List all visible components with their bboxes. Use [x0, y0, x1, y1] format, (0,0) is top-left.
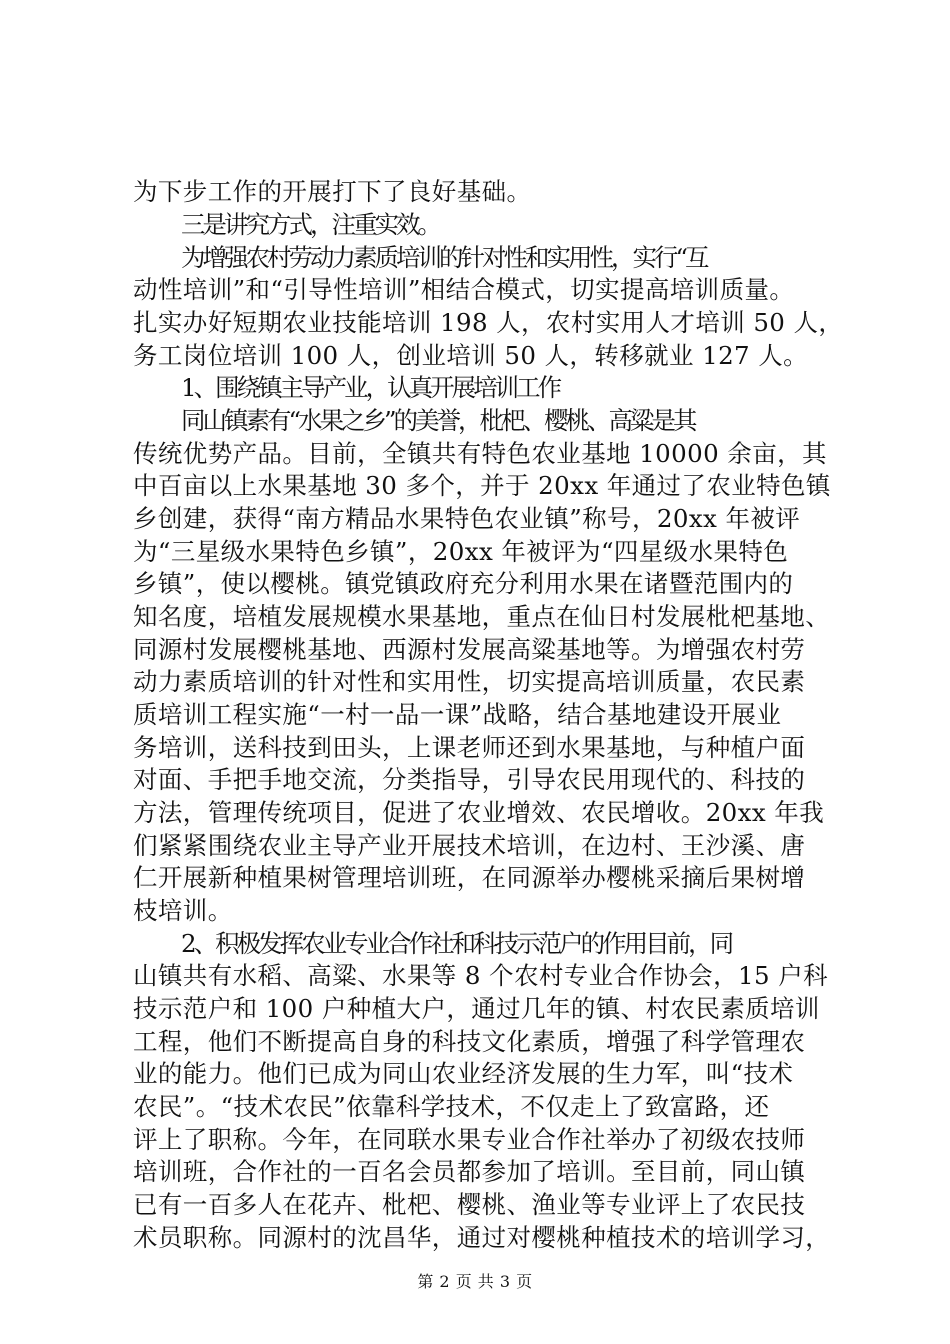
text-line: 2、积极发挥农业专业合作社和科技示范户的作用目前，同 — [181, 929, 732, 958]
text-line: 传统优势产品。目前，全镇共有特色农业基地 10000 余亩，其 — [133, 439, 827, 468]
text-line: 同山镇素有“水果之乡”的美誉，枇杷、樱桃、高粱是其 — [181, 406, 695, 435]
text-line: 术员职称。同源村的沈昌华，通过对樱桃种植技术的培训学习， — [133, 1223, 831, 1252]
text-line: 质培训工程实施“一村一品一课”战略，结合基地建设开展业 — [133, 700, 782, 729]
text-line: 仁开展新种植果树管理培训班，在同源举办樱桃采摘后果树增 — [133, 863, 806, 892]
text-line: 乡镇”，使以樱桃。镇党镇政府充分利用水果在诸暨范围内的 — [133, 569, 794, 598]
page-footer: 第 2 页 共 3 页 — [417, 1272, 533, 1291]
text-line: 知名度，培植发展规模水果基地，重点在仙日村发展枇杷基地、 — [133, 602, 831, 631]
text-line: 枝培训。 — [133, 896, 233, 925]
text-line: 务工岗位培训 100 人，创业培训 50 人，转移就业 127 人。 — [133, 341, 809, 370]
text-line: 动性培训”和“引导性培训”相结合模式，切实提高培训质量。 — [133, 275, 795, 304]
text-line: 为增强农村劳动力素质培训的针对性和实用性，实行“互 — [181, 243, 707, 272]
text-line: 同源村发展樱桃基地、西源村发展高粱基地等。为增强农村劳 — [133, 635, 806, 664]
text-line: 评上了职称。今年，在同联水果专业合作社举办了初级农技师 — [133, 1125, 806, 1154]
text-line: 乡创建，获得“南方精品水果特色农业镇”称号，20xx 年被评 — [133, 504, 801, 533]
text-line: 为“三星级水果特色乡镇”，20xx 年被评为“四星级水果特色 — [133, 537, 789, 566]
text-line: 1、围绕镇主导产业，认真开展培训工作 — [181, 373, 560, 402]
text-line: 动力素质培训的针对性和实用性，切实提高培训质量，农民素 — [133, 667, 806, 696]
text-line: 培训班，合作社的一百名会员都参加了培训。至目前，同山镇 — [133, 1157, 806, 1186]
text-line: 技示范户和 100 户种植大户，通过几年的镇、村农民素质培训 — [133, 994, 820, 1023]
text-line: 三是讲究方式，注重实效。 — [181, 210, 439, 239]
text-line: 扎实办好短期农业技能培训 198 人，农村实用人才培训 50 人， — [133, 308, 844, 337]
text-line: 业的能力。他们已成为同山农业经济发展的生力军，叫“技术 — [133, 1059, 794, 1088]
text-line: 方法，管理传统项目，促进了农业增效、农民增收。20xx 年我 — [133, 798, 825, 827]
text-line: 务培训，送科技到田头，上课老师还到水果基地，与种植户面 — [133, 733, 806, 762]
text-line: 中百亩以上水果基地 30 多个，并于 20xx 年通过了农业特色镇 — [133, 471, 831, 500]
text-line: 们紧紧围绕农业主导产业开展技术培训，在边村、王沙溪、唐 — [133, 831, 806, 860]
text-line: 山镇共有水稻、高粱、水果等 8 个农村专业合作协会，15 户科 — [133, 961, 829, 990]
text-line: 已有一百多人在花卉、枇杷、樱桃、渔业等专业评上了农民技 — [133, 1190, 806, 1219]
text-line: 工程，他们不断提高自身的科技文化素质，增强了科学管理农 — [133, 1027, 806, 1056]
text-line: 对面、手把手地交流，分类指导，引导农民用现代的、科技的 — [133, 765, 806, 794]
text-line: 为下步工作的开展打下了良好基础。 — [133, 177, 532, 206]
text-line: 农民”。“技术农民”依靠科学技术，不仅走上了致富路，还 — [133, 1092, 770, 1121]
